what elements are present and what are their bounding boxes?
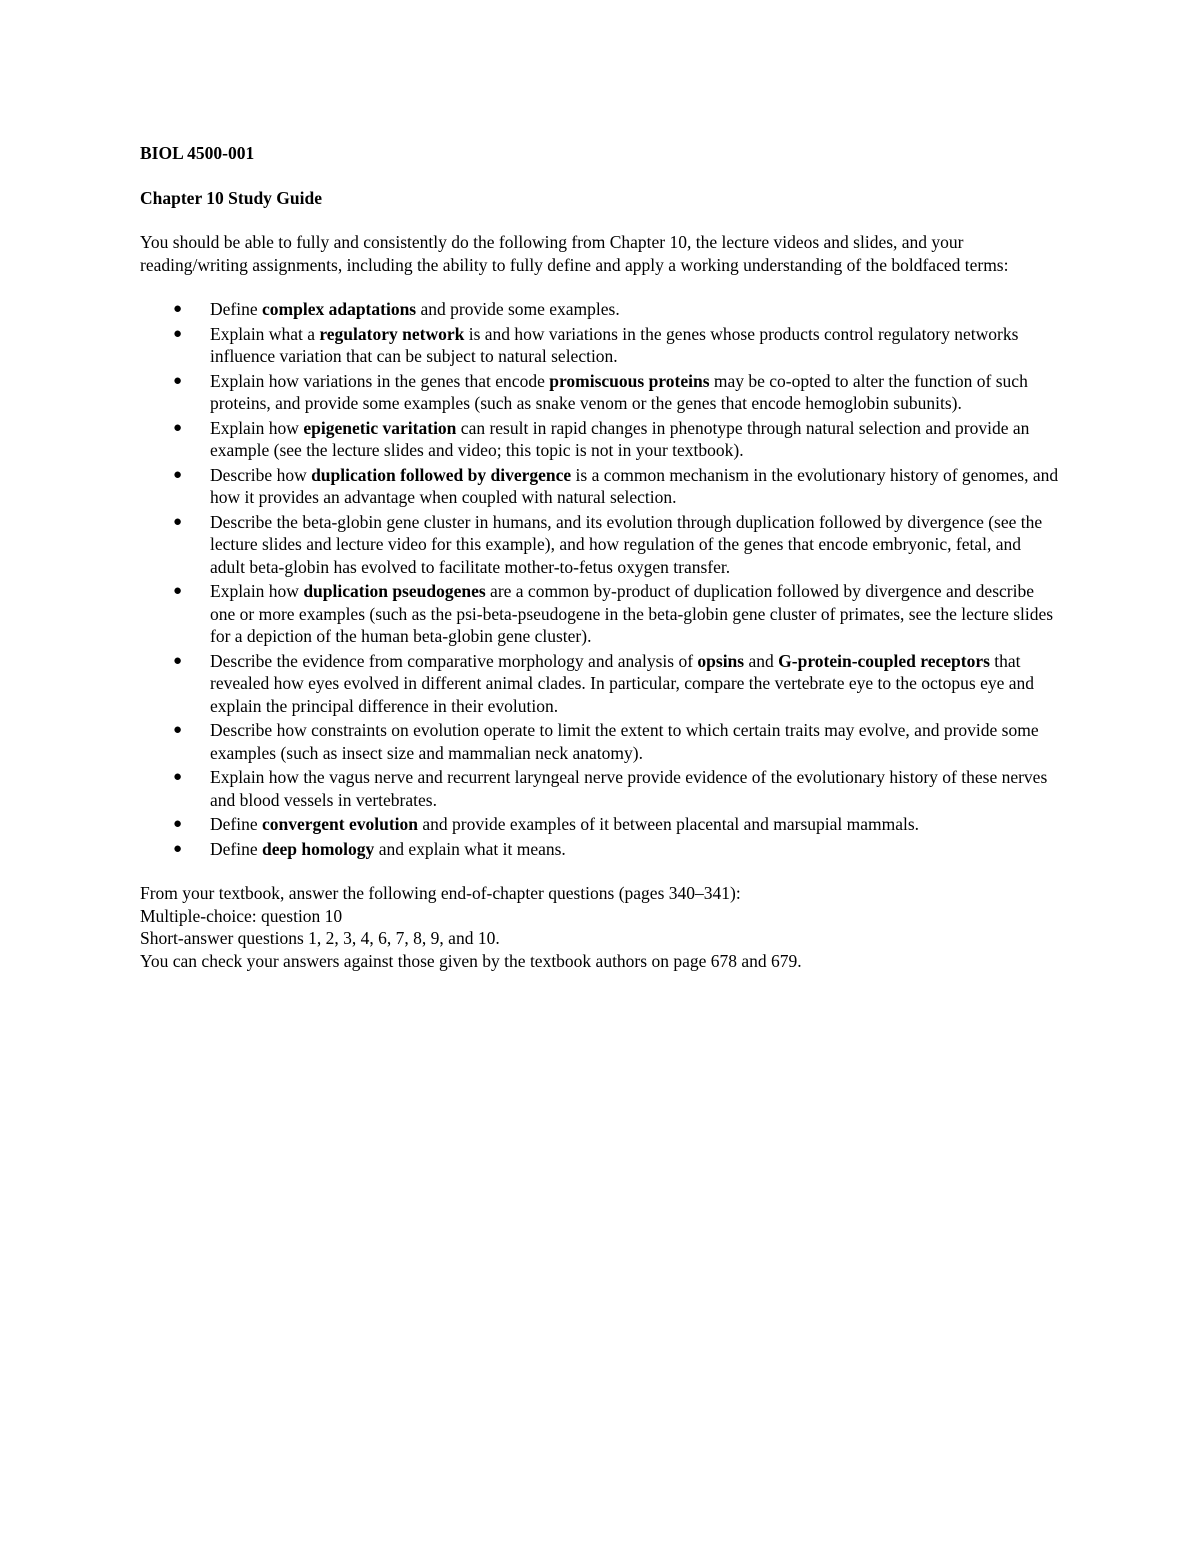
- bullet-icon: ●: [173, 816, 183, 832]
- closing-line: Multiple-choice: question 10: [140, 905, 343, 926]
- course-code: BIOL 4500-001: [140, 143, 255, 163]
- bullet-icon: ●: [173, 722, 183, 738]
- intro-paragraph: You should be able to fully and consistently do the following from Chapter 10, the lecture videos and slides, and your reading/writing assignments, including the ability to fully define and apply a working understanding of the boldfaced terms:: [140, 232, 1009, 275]
- list-item: [140, 650, 1060, 718]
- item-text: Describe how constraints on evolution operate to limit the extent to which certain traits may evolve, and provide some examples (such as insect size and mammalian neck anatomy).: [210, 720, 1039, 763]
- item-term: convergent evolution: [262, 814, 419, 834]
- closing-line: You can check your answers against those given by the textbook authors on page 678 and 679.: [140, 950, 802, 971]
- bullet-icon: ●: [173, 325, 183, 342]
- list-item: [140, 417, 1060, 462]
- item-term: deep homology: [262, 838, 375, 859]
- bullet-icon: ●: [173, 513, 183, 530]
- item-text: may be co-opted to alter the function of such proteins, and provide some examples (such as snake venom or the genes that encode hemoglobin subunits).: [210, 370, 1028, 413]
- document-page: [140, 142, 1060, 972]
- closing-line: From your textbook, answer the following end-of-chapter questions (pages 340–341):: [140, 883, 741, 903]
- item-text: Describe the beta-globin gene cluster in humans, and its evolution through duplication followed by divergence (see the lecture slides and lecture video for this example), and how regulation of the genes that encode embryonic, fetal, and adult beta-globin has evolved to facilitate mother-to-fetus oxygen transfer.: [210, 511, 1043, 577]
- item-text: Define: [210, 838, 262, 859]
- list-item: [140, 580, 1060, 648]
- bullet-icon: ●: [173, 419, 183, 436]
- item-text: Describe how: [210, 464, 312, 485]
- item-term: G-protein-coupled receptors: [778, 650, 990, 671]
- list-item: [140, 370, 1060, 415]
- item-text: Explain what a: [210, 323, 320, 344]
- list-item: [140, 766, 1060, 811]
- item-text: and provide some examples.: [416, 299, 620, 319]
- bullet-icon: ●: [173, 583, 183, 599]
- bullet-icon: ●: [173, 652, 183, 669]
- list-item: [140, 511, 1060, 579]
- bullet-icon: ●: [173, 840, 183, 857]
- bullet-icon: ●: [173, 466, 183, 483]
- item-text: Explain how variations in the genes that encode: [210, 370, 550, 391]
- item-text: and explain what it means.: [374, 838, 566, 859]
- item-term: complex adaptations: [262, 299, 417, 319]
- list-item: [140, 298, 1060, 321]
- item-text: Define: [210, 299, 262, 319]
- item-text: Define: [210, 814, 262, 834]
- item-text: can result in rapid changes in phenotype through natural selection and provide an example (see the lecture slides and video; this topic is not in your textbook).: [210, 417, 1030, 460]
- item-term: duplication pseudogenes: [303, 581, 486, 601]
- study-topics-list: [140, 298, 1060, 860]
- item-term: promiscuous proteins: [549, 370, 710, 391]
- item-term: opsins: [697, 650, 745, 671]
- bullet-icon: ●: [173, 301, 183, 317]
- item-term: duplication followed by divergence: [311, 464, 572, 485]
- closing-instructions: [140, 882, 1060, 972]
- bullet-icon: ●: [173, 372, 183, 389]
- item-text: Explain how the vagus nerve and recurrent laryngeal nerve provide evidence of the evolutionary history of these nerves and blood vessels in vertebrates.: [210, 767, 1048, 810]
- page-title: Chapter 10 Study Guide: [140, 187, 323, 208]
- bullet-icon: ●: [173, 769, 183, 785]
- item-text: and provide examples of it between placental and marsupial mammals.: [418, 814, 920, 834]
- item-term: regulatory network: [319, 323, 465, 344]
- closing-line: Short-answer questions 1, 2, 3, 4, 6, 7, 8, 9, and 10.: [140, 928, 500, 948]
- item-text: is and how variations in the genes whose products control regulatory networks influence variation that can be subject to natural selection.: [210, 323, 1019, 366]
- list-item: [140, 323, 1060, 368]
- list-item: [140, 838, 1060, 861]
- item-text: Describe the evidence from comparative morphology and analysis of: [210, 650, 698, 671]
- item-text: and: [744, 650, 779, 671]
- item-text: is a common mechanism in the evolutionary history of genomes, and how it provides an advantage when coupled with natural selection.: [210, 464, 1059, 507]
- item-text: Explain how: [210, 417, 304, 438]
- item-text: are a common by-product of duplication followed by divergence and describe one or more examples (such as the psi-beta-pseudogene in the beta-globin gene cluster of primates, see the lecture slides for a depiction of the human beta-globin gene cluster).: [210, 581, 1054, 646]
- list-item: [140, 719, 1060, 764]
- list-item: [140, 813, 1060, 836]
- item-text: Explain how: [210, 581, 304, 601]
- list-item: [140, 464, 1060, 509]
- item-term: epigenetic varitation: [303, 417, 457, 438]
- item-text: that revealed how eyes evolved in different animal clades. In particular, compare the vertebrate eye to the octopus eye and explain the principal difference in their evolution.: [210, 650, 1035, 716]
